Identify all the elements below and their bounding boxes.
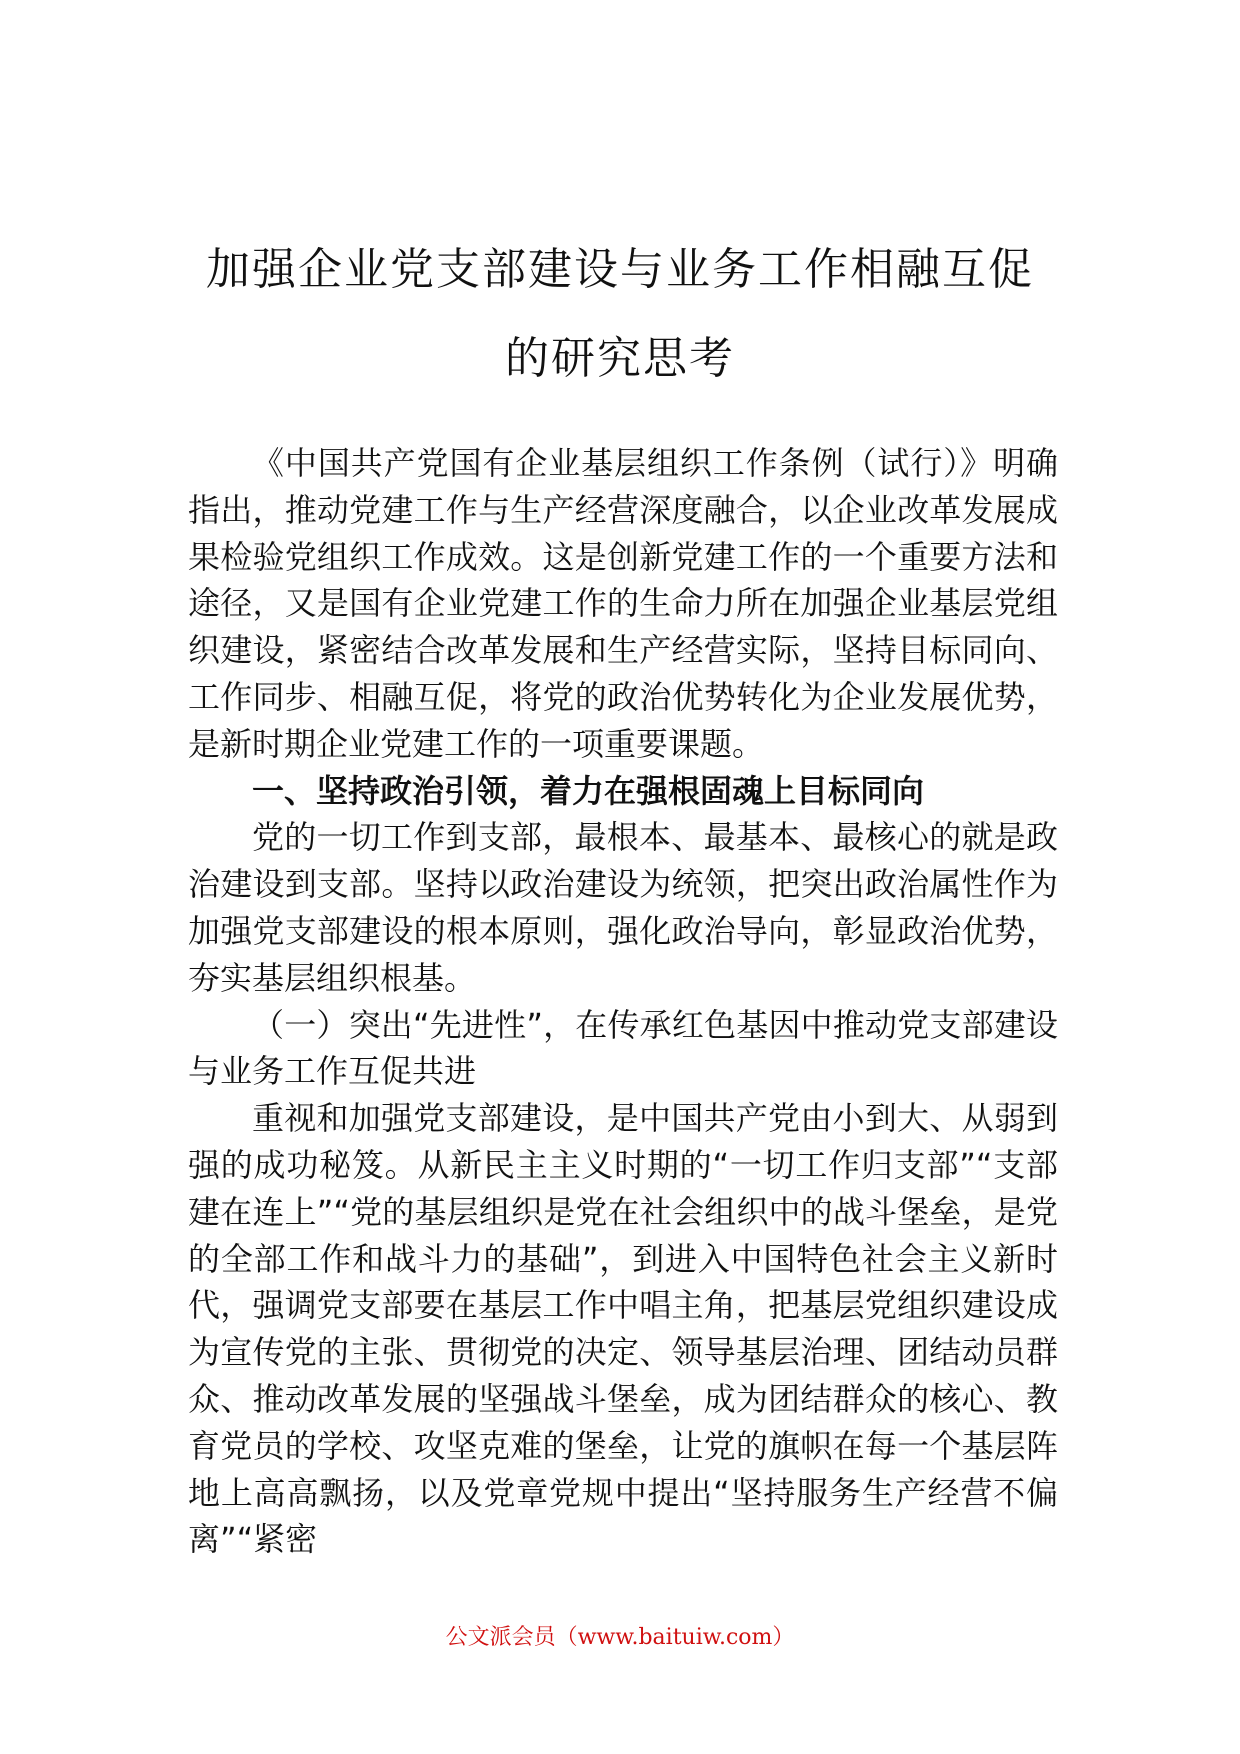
document-body — [188, 440, 1058, 1563]
document-title-line-1: 加强企业党支部建设与业务工作相融互促 — [206, 244, 1034, 295]
footer-watermark: 公文派会员（www.baituiw.com） — [445, 1625, 795, 1650]
section-heading: 一、坚持政治引领，着力在强根固魂上目标同向 — [252, 771, 925, 810]
subsection-heading: （一）突出“先进性”，在传承红色基因中推动党支部建设与业务工作互促共进 — [188, 1005, 1058, 1091]
body-paragraph: 《中国共产党国有企业基层组织工作条例（试行）》明确指出，推动党建工作与生产经营深度融合，以企业改革发展成果检验党组织工作成效。这是创新党建工作的一个重要方法和途径，又是国有企业党建工作的生命力所在加强企业基层党组织建设，紧密结合改革发展和生产经营实际，坚持目标同向、工作同步、相融互促，将党的政治优势转化为企业发展优势，是新时期企业党建工作的一项重要课题。 — [188, 444, 1058, 763]
body-paragraph: 重视和加强党支部建设，是中国共产党由小到大、从弱到强的成功秘笈。从新民主主义时期的“一切工作归支部”“支部建在连上”“党的基层组织是党在社会组织中的战斗堡垒，是党的全部工作和战斗力的基础”，到进入中国特色社会主义新时代，强调党支部要在基层工作中唱主角，把基层党组织建设成为宣传党的主张、贯彻党的决定、领导基层治理、团结动员群众、推动改革发展的坚强战斗堡垒，成为团结群众的核心、教育党员的学校、攻坚克难的堡垒，让党的旗帜在每一个基层阵地上高高飘扬，以及党章党规中提出“坚持服务生产经营不偏离”“紧密 — [188, 1099, 1058, 1559]
document-title-line-2: 的研究思考 — [505, 333, 735, 384]
body-paragraph: 党的一切工作到支部，最根本、最基本、最核心的就是政治建设到支部。坚持以政治建设为统领，把突出政治属性作为加强党支部建设的根本原则，强化政治导向，彰显政治优势，夯实基层组织根基。 — [188, 818, 1058, 997]
